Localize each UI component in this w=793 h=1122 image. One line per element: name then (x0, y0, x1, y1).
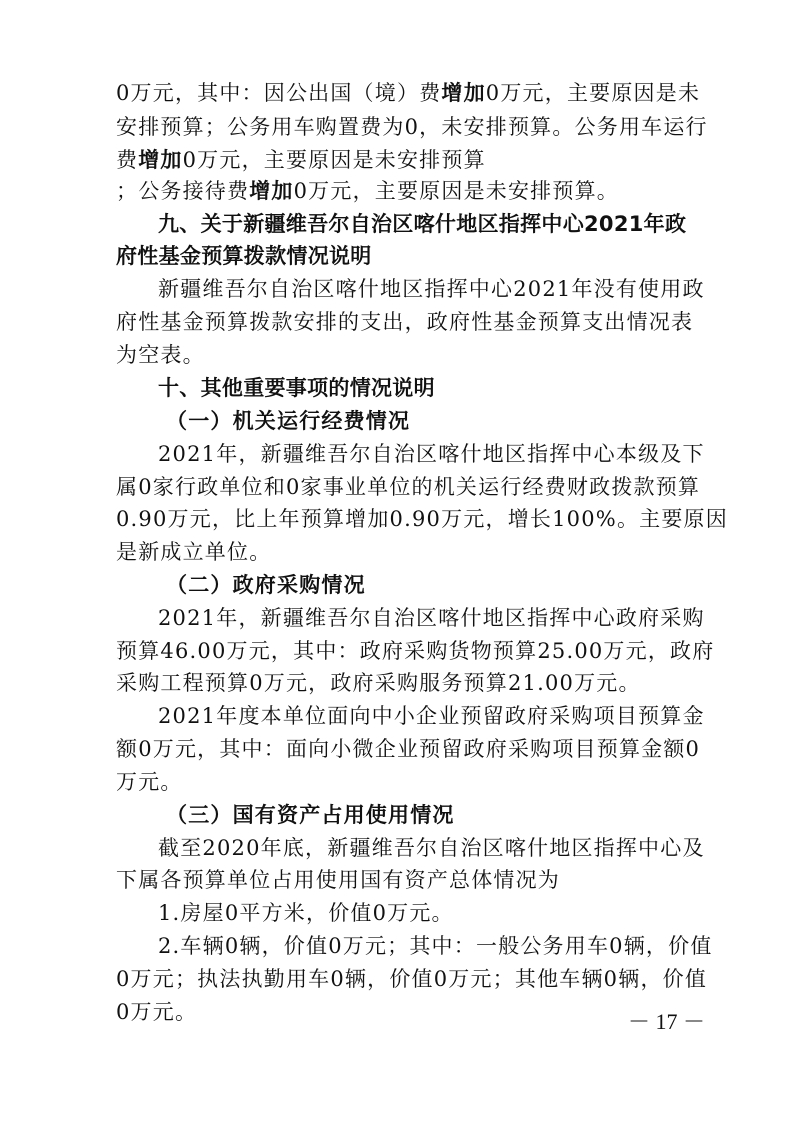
body-line: 2021年度本单位面向中小企业预留政府采购项目预算金 (158, 704, 705, 728)
text-span: 0万元，其中：因公出国（境）费 (116, 81, 442, 105)
body-line: 预算46.00万元，其中：政府采购货物预算25.00万元，政府 (116, 639, 715, 663)
body-line: 属0家行政单位和0家事业单位的机关运行经费财政拨款预算 (116, 475, 701, 499)
body-line: 采购工程预算0万元，政府采购服务预算21.00万元。 (116, 671, 641, 695)
section-heading: 府性基金预算拨款情况说明 (116, 244, 372, 268)
body-line (116, 177, 619, 205)
body-line: 1.房屋0平方米，价值0万元。 (158, 901, 454, 925)
body-line: 新疆维吾尔自治区喀什地区指挥中心2021年没有使用政 (158, 277, 705, 301)
bold-text: 增加 (441, 80, 486, 105)
text-span: 0万元，主要原因是未安排预算。 (293, 179, 619, 203)
body-line: 2.车辆0辆，价值0万元；其中：一般公务用车0辆，价值 (158, 934, 713, 958)
body-line: 2021年，新疆维吾尔自治区喀什地区指挥中心本级及下 (158, 442, 705, 466)
subsection-heading: （三）国有资产占用使用情况 (166, 802, 455, 827)
body-line: 0万元。 (116, 1000, 198, 1024)
text-span: ；公务接待费 (116, 179, 250, 203)
text-span: 0万元，主要原因是未安排预算 (182, 148, 486, 172)
body-line: 截至2020年底，新疆维吾尔自治区喀什地区指挥中心及 (158, 836, 705, 860)
bold-text: 增加 (138, 147, 183, 172)
body-line: 是新成立单位。 (116, 540, 272, 564)
body-line (116, 146, 486, 174)
subsection-heading: （一）机关运行经费情况 (166, 408, 411, 433)
page-number: － 17 － (628, 1009, 706, 1034)
body-line: 为空表。 (116, 343, 205, 367)
text-span: 费 (116, 148, 139, 172)
body-line: 额0万元，其中：面向小微企业预留政府采购项目预算金额0 (116, 737, 701, 761)
text-span: 0万元，主要原因是未 (485, 81, 701, 105)
body-line: 下属各预算单位占用使用国有资产总体情况为 (116, 868, 560, 892)
body-line: 府性基金预算拨款安排的支出，政府性基金预算支出情况表 (116, 310, 694, 334)
body-line: 2021年，新疆维吾尔自治区喀什地区指挥中心政府采购 (158, 606, 705, 630)
section-heading: 九、关于新疆维吾尔自治区喀什地区指挥中心2021年政 (158, 212, 687, 236)
body-line: 安排预算；公务用车购置费为0，未安排预算。公务用车运行 (116, 115, 708, 139)
bold-text: 增加 (249, 178, 294, 203)
body-line: 0.90万元，比上年预算增加0.90万元，增长100%。主要原因 (116, 507, 728, 531)
body-line (116, 79, 700, 107)
body-line: 万元。 (116, 770, 183, 794)
body-line: 0万元；执法执勤用车0辆，价值0万元；其他车辆0辆，价值 (116, 967, 708, 991)
section-heading: 十、其他重要事项的情况说明 (158, 376, 435, 400)
subsection-heading: （二）政府采购情况 (166, 572, 366, 597)
